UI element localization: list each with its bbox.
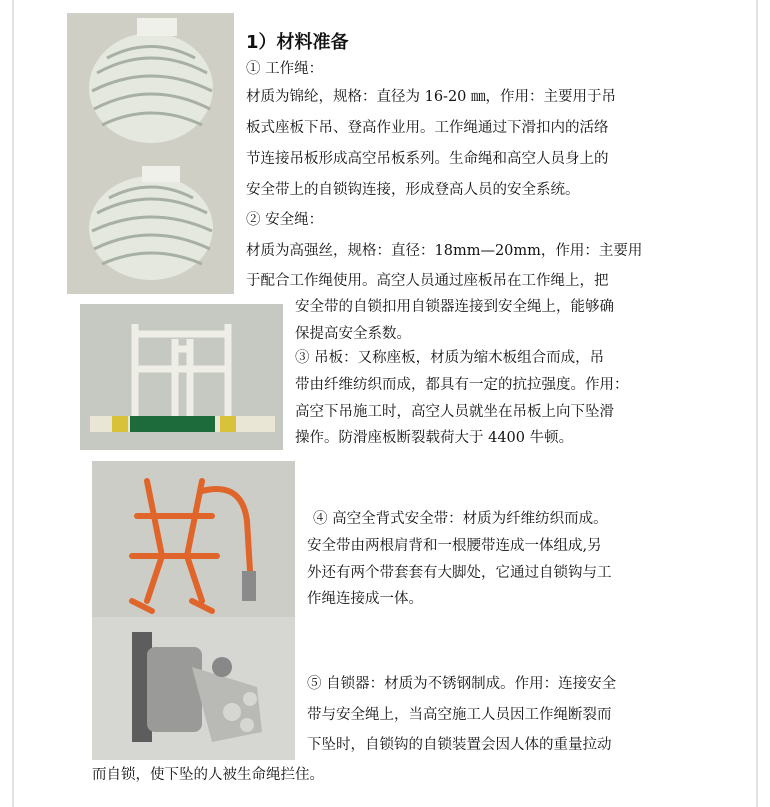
- rope-lock-line: 带与安全绳上，当高空施工人员因工作绳断裂而: [307, 707, 612, 723]
- work-rope-line: 安全带上的自锁钩连接，形成登高人员的安全系统。: [246, 182, 580, 198]
- harness-line: 外还有两个带套套有大脚处，它通过自锁钩与工: [307, 565, 612, 581]
- harness-line: 安全带由两根肩背和一根腰带连成一体组成,另: [307, 538, 602, 554]
- work-rope-line: 板式座板下吊、登高作业用。工作绳通过下滑扣内的活络: [246, 120, 609, 136]
- harness-photo: [92, 461, 295, 617]
- page-right-border: [756, 0, 758, 807]
- safety-rope-photo: [67, 158, 234, 294]
- rope-lock-line: 下坠时，自锁钩的自锁装置会因人体的重量拉动: [307, 737, 612, 753]
- safety-rope-heading: ② 安全绳：: [246, 212, 324, 228]
- seat-board-photo: [80, 304, 283, 450]
- rope-lock-photo: [92, 617, 295, 760]
- safety-rope-line: 保提高安全系数。: [295, 326, 411, 342]
- rope-lock-line: ⑤ 自锁器：材质为不锈钢制成。作用：连接安全: [307, 676, 617, 692]
- work-rope-line: 节连接吊板形成高空吊板系列。生命绳和高空人员身上的: [246, 151, 609, 167]
- work-rope-photo: [67, 13, 234, 158]
- section-title: 1）材料准备: [246, 32, 349, 53]
- seat-board-line: ③ 吊板：又称座板，材质为缩木板组合而成，吊: [295, 350, 605, 366]
- page-left-border: [12, 0, 14, 807]
- safety-rope-line: 于配合工作绳使用。高空人员通过座板吊在工作绳上，把: [246, 273, 609, 289]
- harness-line: ④ 高空全背式安全带：材质为纤维纺织而成。: [313, 511, 608, 527]
- seat-board-line: 高空下吊施工时，高空人员就坐在吊板上向下坠滑: [295, 404, 614, 420]
- safety-rope-line: 安全带的自锁扣用自锁器连接到安全绳上，能够确: [295, 299, 614, 315]
- seat-board-line: 操作。防滑座板断裂载荷大于 4400 牛顿。: [295, 430, 574, 446]
- rope-lock-line: 而自锁，使下坠的人被生命绳拦住。: [92, 767, 324, 783]
- harness-line: 作绳连接成一体。: [307, 591, 423, 607]
- seat-board-line: 带由纤维纺织而成，都具有一定的抗拉强度。作用：: [295, 377, 629, 393]
- work-rope-line: 材质为锦纶，规格：直径为 16-20 ㎜，作用：主要用于吊: [246, 89, 617, 105]
- safety-rope-line: 材质为高强丝，规格：直径：18mm—20mm，作用：主要用: [246, 243, 643, 259]
- work-rope-heading: ① 工作绳：: [246, 61, 324, 77]
